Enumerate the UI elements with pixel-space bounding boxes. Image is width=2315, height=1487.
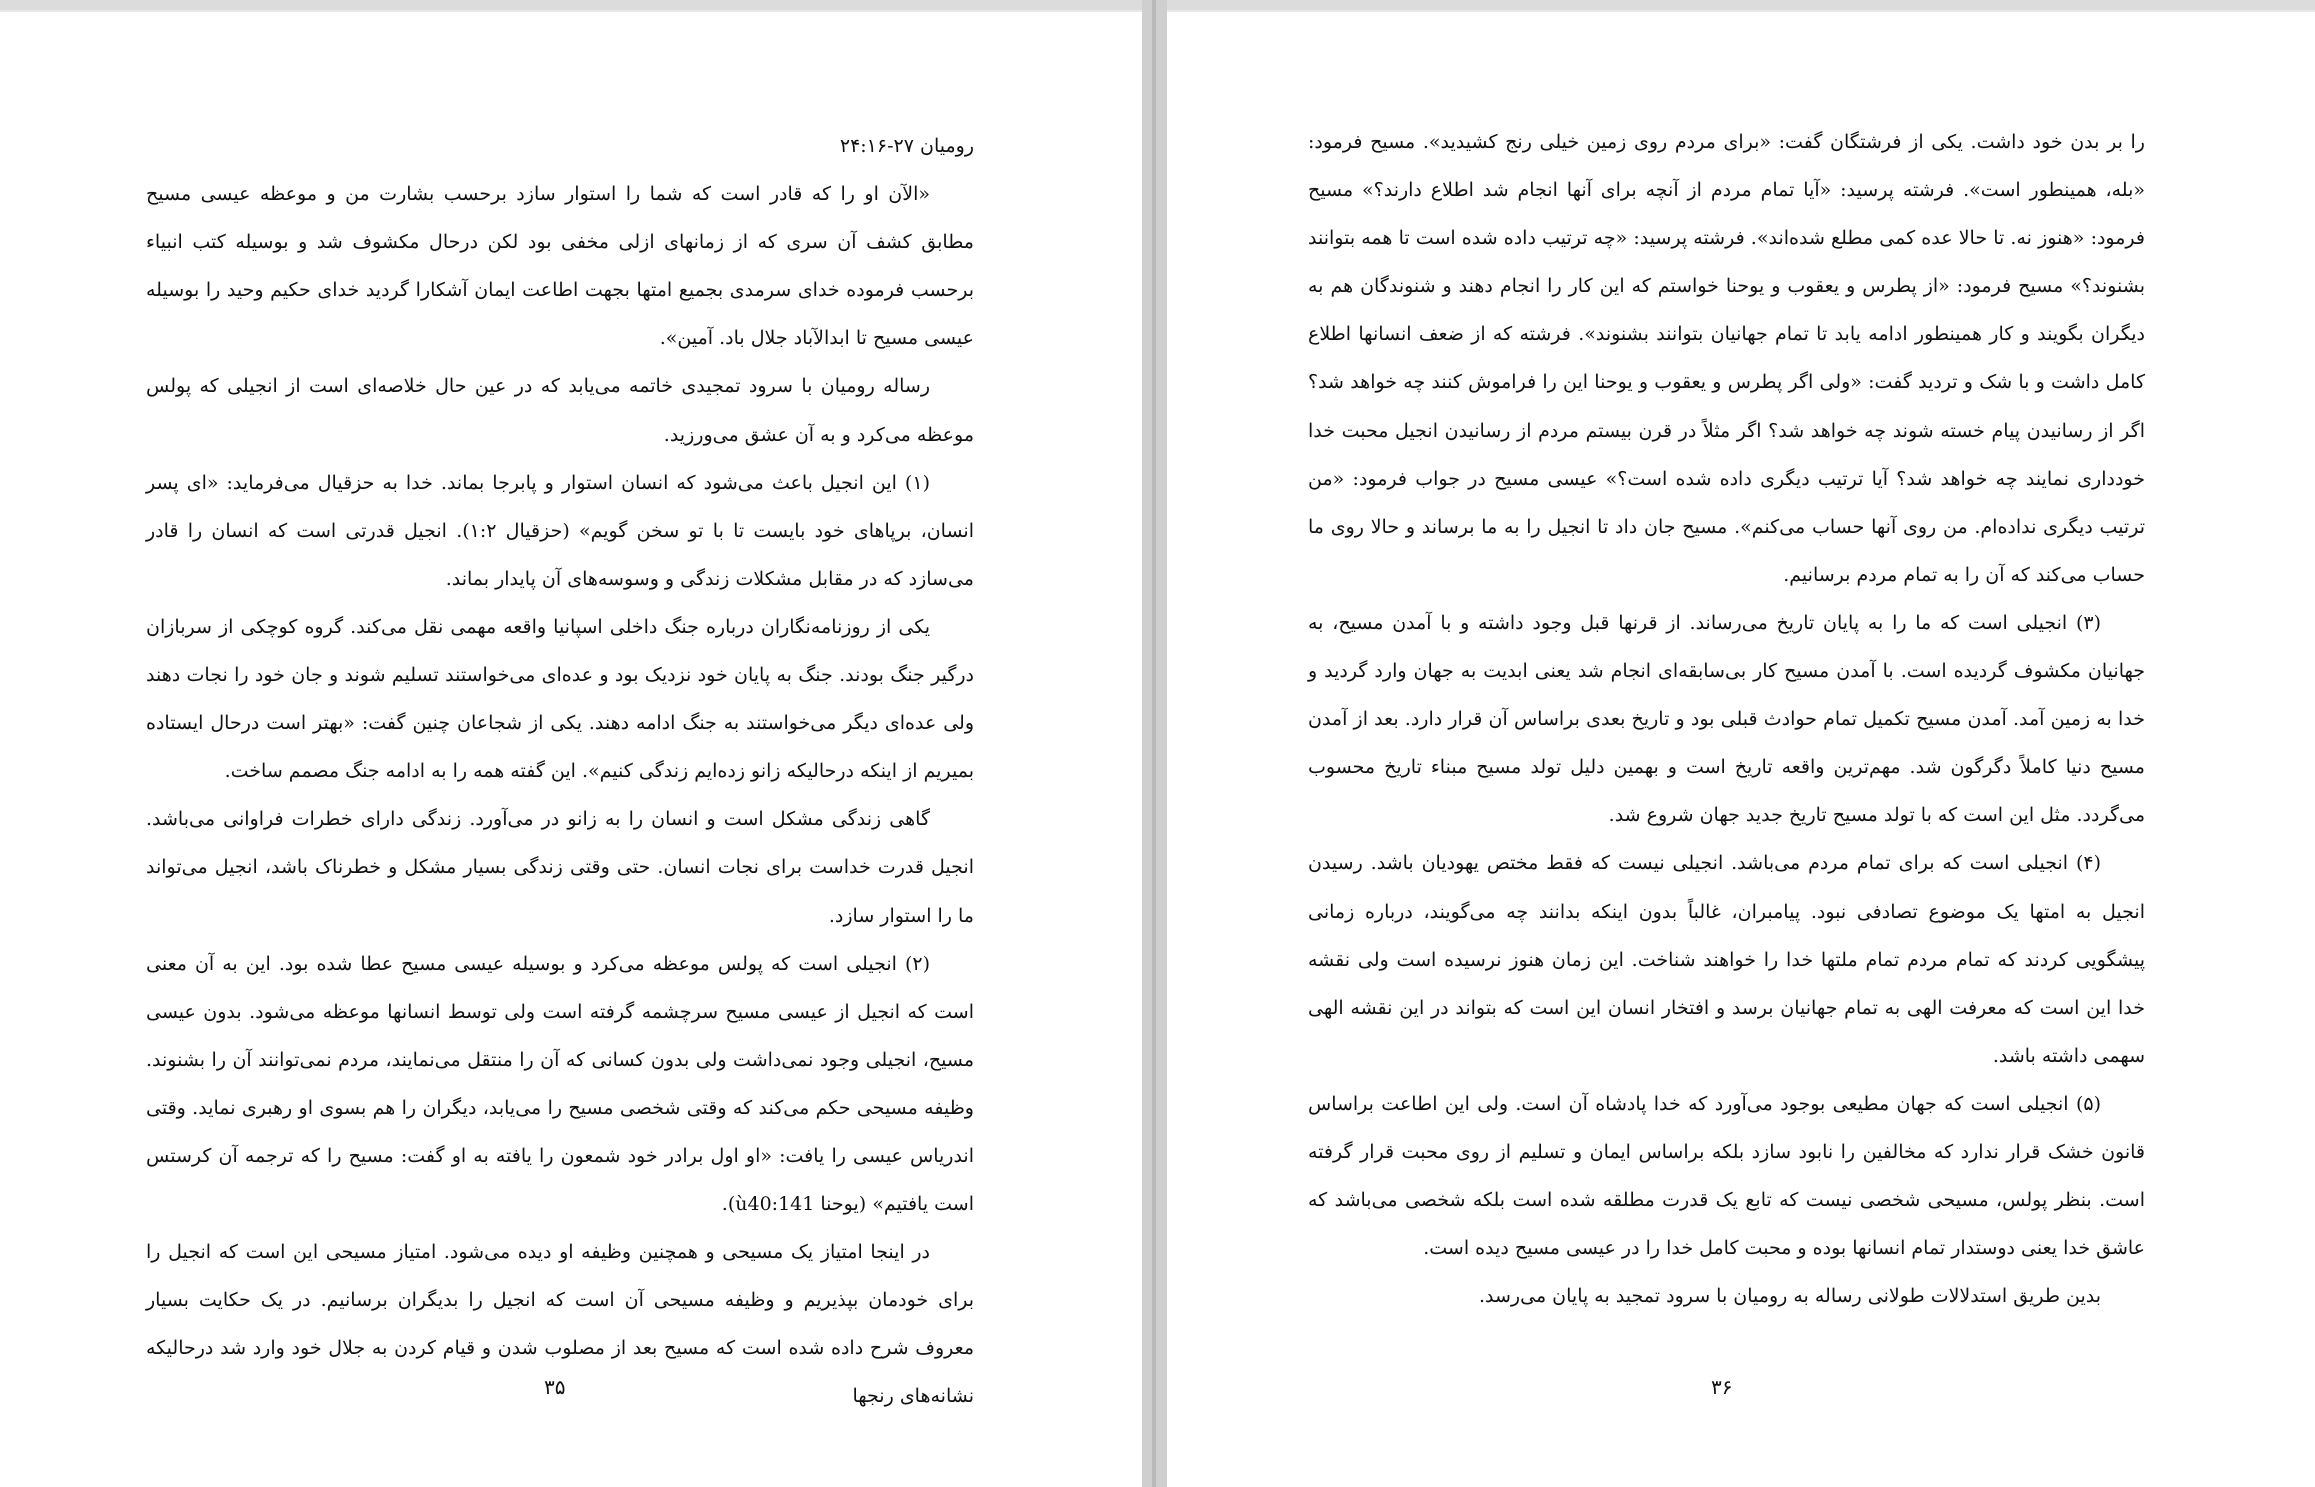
paragraph: یکی از روزنامه‌نگاران درباره جنگ داخلی اسپانیا واقعه مهمی نقل می‌کند. گروه کوچکی از سربازان درگیر جنگ بودند. جنگ به پایان خود نزدیک بود و عده‌ای می‌خواستند تسلیم شوند و جان خود را نجات دهند ولی عده‌ای دیگر می‌خواستند به جنگ ادامه دهند. یکی از شجاعان چنین گفت: «بهتر است درحال ایستاده بمیریم از اینکه درحالیکه زانو زده‌ایم زندگی کنیم». این گفته همه را به ادامه جنگ مصمم ساخت. xyxy=(146,615,974,783)
paragraph: «الآن او را که قادر است که شما را استوار سازد برحسب بشارت من و موعظه عیسی مسیح مطابق کشف آن سری که از زمانهای ازلی مخفی بود لکن درحال مکشوف شد و بوسیله کتب انبیاء برحسب فرموده خدای سرمدی بجمیع امتها بجهت اطاعت ایمان آشکارا گردید خدای حکیم وحید را بوسیله عیسی مسیح تا ابدالآباد جلال باد. آمین». xyxy=(146,183,974,350)
paragraph: (۵) انجیلی است که جهان مطیعی بوجود می‌آورد که خدا پادشاه آن است. ولی این اطاعت براساس قانون خشک قرار ندارد که مخالفین را نابود سازد بلکه براساس ایمان و تسلیم از روی محبت قرار گرفته است. بنظر پولس، مسیحی شخصی نیست که تابع یک قدرت مطلقه شده است بلکه شخصی می‌باشد که عاشق خدا یعنی دوستدار تمام انسانها بوده و محبت کامل خدا را در عیسی مسیح دیده است. xyxy=(1308,1092,2145,1260)
page-divider xyxy=(1152,0,1156,1487)
page-number: ۳۵ xyxy=(544,1375,566,1399)
paragraph: (۴) انجیلی است که برای تمام مردم می‌باشد. انجیلی نیست که فقط مختص یهودیان باشد. رسیدن انجیل به امتها یک موضوع تصادفی نبود. پیامبران، غالباً بدون اینکه بدانند چه می‌گویند، درباره زمانی پیشگویی کردند که تمام مردم تمام ملتها خدا را خواهند شناخت. این زمان هنوز نرسیده است ولی نقشه خدا این است که معرفت الهی به تمام جهانیان برسد و افتخار انسان این است که بتواند در این نقشه الهی سهمی داشته باشد. xyxy=(1308,852,2145,1067)
page-text-body xyxy=(146,122,974,1421)
page-text-body xyxy=(1308,118,2145,1320)
paragraph: بدین طریق استدلالات طولانی رساله به رومیان با سرود تمجید به پایان می‌رسد. xyxy=(1479,1285,2101,1308)
scripture-reference-heading: رومیان ۲۷-۲۴:۱۶ xyxy=(839,135,974,157)
paragraph: رساله رومیان با سرود تمجیدی خاتمه می‌یابد که در عین حال خلاصه‌ای است از انجیلی که پولس موعظه می‌کرد و به آن عشق می‌ورزید. xyxy=(146,375,974,446)
document-page-right xyxy=(1167,12,2315,1487)
paragraph: در اینجا امتیاز یک مسیحی و همچنین وظیفه او دیده می‌شود. امتیاز مسیحی این است که انجیل را برای خودمان بپذیریم و وظیفه مسیحی آن است که انجیل را بدیگران برسانیم. در یک حکایت بسیار معروف شرح داده شده است که مسیح بعد از مصلوب شدن و قیام کردن به جلال خود وارد شد درحالیکه نشانه‌های رنجها xyxy=(146,1241,974,1408)
paragraph: (۳) انجیلی است که ما را به پایان تاریخ می‌رساند. از قرنها قبل وجود داشته و با آمدن مسیح، به جهانیان مکشوف گردیده است. با آمدن مسیح کار بی‌سابقه‌ای انجام شد یعنی ابدیت به جهان وارد گردید و خدا به زمین آمد. آمدن مسیح تکمیل تمام حوادث قبلی بود و تاریخ بعدی براساس آن قرار دارد. بعد از آمدن مسیح دنیا کاملاً دگرگون شد. مهم‌ترین واقعه تاریخ است و بهمین دلیل تولد مسیح مبناء تاریخ محسوب می‌گردد. مثل این است که با تولد مسیح تاریخ جدید جهان شروع شد. xyxy=(1308,611,2145,827)
page-gutter xyxy=(1142,0,1167,1487)
paragraph: (۱) این انجیل باعث می‌شود که انسان استوار و پابرجا بماند. خدا به حزقیال می‌فرماید: «ای پسر انسان، برپاهای خود بایست تا با تو سخن گویم» (حزقیال ۱:۲). انجیل قدرتی است که انسان را قادر می‌سازد که در مقابل مشکلات زندگی و وسوسه‌های آن پایدار بماند. xyxy=(146,471,974,590)
paragraph: گاهی زندگی مشکل است و انسان را به زانو در می‌آورد. زندگی دارای خطرات فراوانی می‌باشد. انجیل قدرت خداست برای نجات انسان. حتی وقتی زندگی بسیار مشکل و خطرناک باشد، انجیل می‌تواند ما را استوار سازد. xyxy=(146,808,974,927)
document-page-left xyxy=(0,12,1142,1487)
page-number: ۳۶ xyxy=(1711,1375,1733,1399)
paragraph: را بر بدن خود داشت. یکی از فرشتگان گفت: «برای مردم روی زمین خیلی رنج کشیدید». مسیح فرمود: «بله، همینطور است». فرشته پرسید: «آیا تمام مردم از آنچه برای آنها انجام شد اطلاع دارند؟» مسیح فرمود: «هنوز نه. تا حالا عده کمی مطلع شده‌اند». فرشته پرسید: «چه ترتیب داده شده است تا همه بتوانند بشنوند؟» مسیح فرمود: «از پطرس و یعقوب و یوحنا خواستم که این کار را انجام دهند و شنوندگان هم به دیگران بگویند و کار همینطور ادامه یابد تا تمام جهانیان بتوانند بشنوند». فرشته که از ضعف انسانها اطلاع کامل داشت و با شک و تردید گفت: «ولی اگر پطرس و یعقوب و یوحنا این را فراموش کنند چه خواهد شد؟ اگر از رسانیدن پیام خسته شوند چه خواهد شد؟ اگر مثلاً در قرن بیستم مردم از رسانیدن انجیل محبت خدا خودداری نمایند چه خواهد شد؟ آیا ترتیب دیگری داده شده است؟» عیسی مسیح در جواب فرمود: «من ترتیب دیگری نداده‌ام. من روی آنها حساب می‌کنم». مسیح جان داد تا انجیل را به ما برساند و حالا روی ما حساب می‌کند که آن را به تمام مردم برسانیم. xyxy=(1308,131,2145,586)
paragraph: (۲) انجیلی است که پولس موعظه می‌کرد و بوسیله عیسی مسیح عطا شده بود. این به آن معنی است که انجیل از عیسی مسیح سرچشمه گرفته است ولی توسط انسانها موعظه می‌شود. بدون عیسی مسیح، انجیلی وجود نمی‌داشت ولی بدون کسانی که آن را منتقل می‌نمایند، مردم نمی‌توانند آن را بشنوند. وظیفه مسیحی حکم می‌کند که وقتی شخصی مسیح را می‌یابد، دیگران را هم بسوی او رهبری نماید. وقتی اندریاس عیسی را یافت: «او اول برادر خود شمعون را یافته به او گفت: مسیح را که ترجمه آن کرستس است یافتیم» (یوحنا ù40:141). xyxy=(146,952,974,1216)
